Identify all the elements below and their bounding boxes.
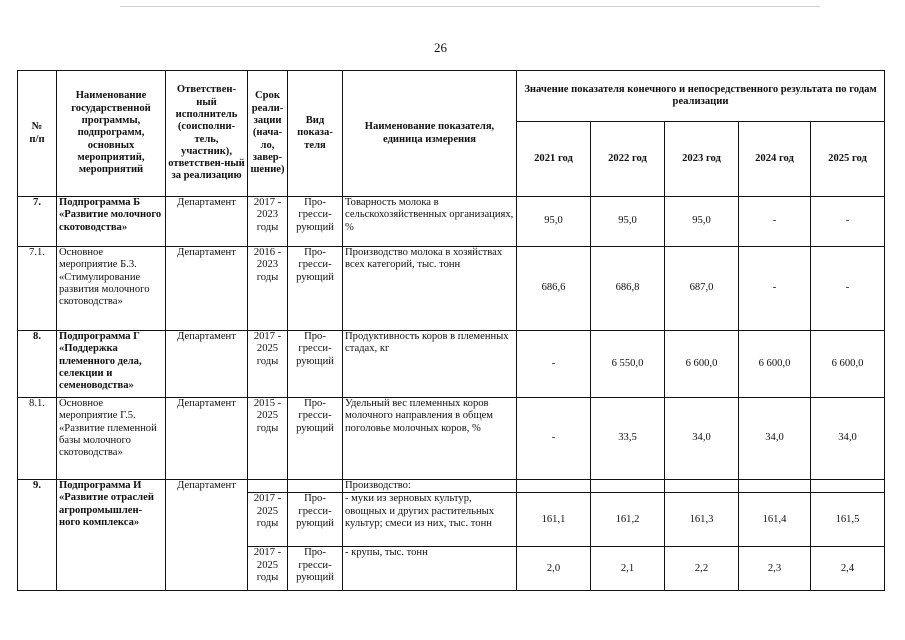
col-header-year: 2025 год — [811, 122, 885, 197]
executor: Департамент — [166, 331, 248, 398]
row-number: 7.1. — [18, 247, 57, 331]
value-cell: - — [739, 247, 811, 331]
executor: Департамент — [166, 480, 248, 591]
value-cell: 34,0 — [739, 398, 811, 480]
value-cell: 2,0 — [517, 547, 591, 591]
indicator-type: Про-гресси-рующий — [288, 247, 343, 331]
indicator-name: - муки из зерновых культур, овощных и других растительных культур; смеси из них, тыс. тонн — [343, 493, 517, 547]
value-cell: 6 600,0 — [665, 331, 739, 398]
table-row — [18, 398, 885, 480]
row-number: 7. — [18, 197, 57, 247]
period: 2017 - 2025 годы — [248, 493, 288, 547]
value-cell: 2,2 — [665, 547, 739, 591]
col-header-period: Срок реали-зации (нача-ло, завер-шение) — [248, 71, 288, 197]
indicator-type: Про-гресси-рующий — [288, 398, 343, 480]
executor: Департамент — [166, 197, 248, 247]
row-number: 8.1. — [18, 398, 57, 480]
value-cell: - — [811, 197, 885, 247]
col-header-year: 2023 год — [665, 122, 739, 197]
period: 2017 - 2023 годы — [248, 197, 288, 247]
value-cell: 34,0 — [665, 398, 739, 480]
table-row — [18, 480, 885, 493]
row-number: 8. — [18, 331, 57, 398]
value-cell: 6 600,0 — [739, 331, 811, 398]
value-cell: 161,3 — [665, 493, 739, 547]
executor: Департамент — [166, 247, 248, 331]
period: 2015 - 2025 годы — [248, 398, 288, 480]
indicator-name: Производство молока в хозяйствах всех категорий, тыс. тонн — [343, 247, 517, 331]
value-cell: - — [517, 398, 591, 480]
indicator-type: Про-гресси-рующий — [288, 493, 343, 547]
value-empty — [739, 480, 811, 493]
value-empty — [591, 480, 665, 493]
col-header-year: 2024 год — [739, 122, 811, 197]
col-header-executor: Ответствен-ный исполнитель (соисполни-тель, участник), ответствен-ный за реализацию — [166, 71, 248, 197]
program-name: Подпрограмма Б «Развитие молочного скотоводства» — [57, 197, 166, 247]
value-cell: 686,8 — [591, 247, 665, 331]
table-row — [18, 331, 885, 398]
indicator-name: - крупы, тыс. тонн — [343, 547, 517, 591]
indicator-name: Удельный вес племенных коров молочного направления в общем поголовье молочных коров, % — [343, 398, 517, 480]
value-cell: - — [517, 331, 591, 398]
value-cell: 2,4 — [811, 547, 885, 591]
period-empty — [248, 480, 288, 493]
table-row — [18, 197, 885, 247]
value-cell: 33,5 — [591, 398, 665, 480]
value-cell: 95,0 — [517, 197, 591, 247]
indicator-name: Товарность молока в сельскохозяйственных организациях, % — [343, 197, 517, 247]
period: 2017 - 2025 годы — [248, 331, 288, 398]
table-row — [18, 247, 885, 331]
value-cell: 6 600,0 — [811, 331, 885, 398]
value-empty — [811, 480, 885, 493]
program-name: Основное мероприятие Б.3. «Стимулирование развития молочного скотоводства» — [57, 247, 166, 331]
value-cell: 161,1 — [517, 493, 591, 547]
page-top-rule — [120, 6, 820, 7]
col-header-indicator: Наименование показателя, единица измерения — [343, 71, 517, 197]
indicators-table — [17, 70, 885, 591]
value-cell: - — [739, 197, 811, 247]
value-cell: - — [811, 247, 885, 331]
indicator-type: Про-гресси-рующий — [288, 547, 343, 591]
value-cell: 95,0 — [665, 197, 739, 247]
value-cell: 161,2 — [591, 493, 665, 547]
value-cell: 161,5 — [811, 493, 885, 547]
value-cell: 161,4 — [739, 493, 811, 547]
col-header-values-group: Значение показателя конечного и непосредственного результата по годам реализации — [517, 71, 885, 122]
col-header-name: Наименование государственной программы, подпрограмм, основных мероприятий, мероприятий — [57, 71, 166, 197]
indicator-type: Про-гресси-рующий — [288, 331, 343, 398]
value-cell: 95,0 — [591, 197, 665, 247]
value-cell: 686,6 — [517, 247, 591, 331]
col-header-year: 2021 год — [517, 122, 591, 197]
program-name: Подпрограмма И «Развитие отраслей агропромышлен-ного комплекса» — [57, 480, 166, 591]
value-cell: 6 550,0 — [591, 331, 665, 398]
col-header-type: Вид показа-теля — [288, 71, 343, 197]
period: 2017 - 2025 годы — [248, 547, 288, 591]
program-name: Подпрограмма Г «Поддержка племенного дела, селекции и семеноводства» — [57, 331, 166, 398]
value-cell: 2,1 — [591, 547, 665, 591]
indicator-group-label: Производство: — [343, 480, 517, 493]
period: 2016 - 2023 годы — [248, 247, 288, 331]
value-cell: 687,0 — [665, 247, 739, 331]
value-empty — [517, 480, 591, 493]
page-number: 26 — [434, 40, 447, 55]
value-empty — [665, 480, 739, 493]
indicator-name: Продуктивность коров в племенных стадах, кг — [343, 331, 517, 398]
program-name: Основное мероприятие Г.5. «Развитие племенной базы молочного скотоводства» — [57, 398, 166, 480]
value-cell: 34,0 — [811, 398, 885, 480]
col-header-year: 2022 год — [591, 122, 665, 197]
type-empty — [288, 480, 343, 493]
executor: Департамент — [166, 398, 248, 480]
row-number: 9. — [18, 480, 57, 591]
col-header-num: № п/п — [18, 71, 57, 197]
value-cell: 2,3 — [739, 547, 811, 591]
indicator-type: Про-гресси-рующий — [288, 197, 343, 247]
